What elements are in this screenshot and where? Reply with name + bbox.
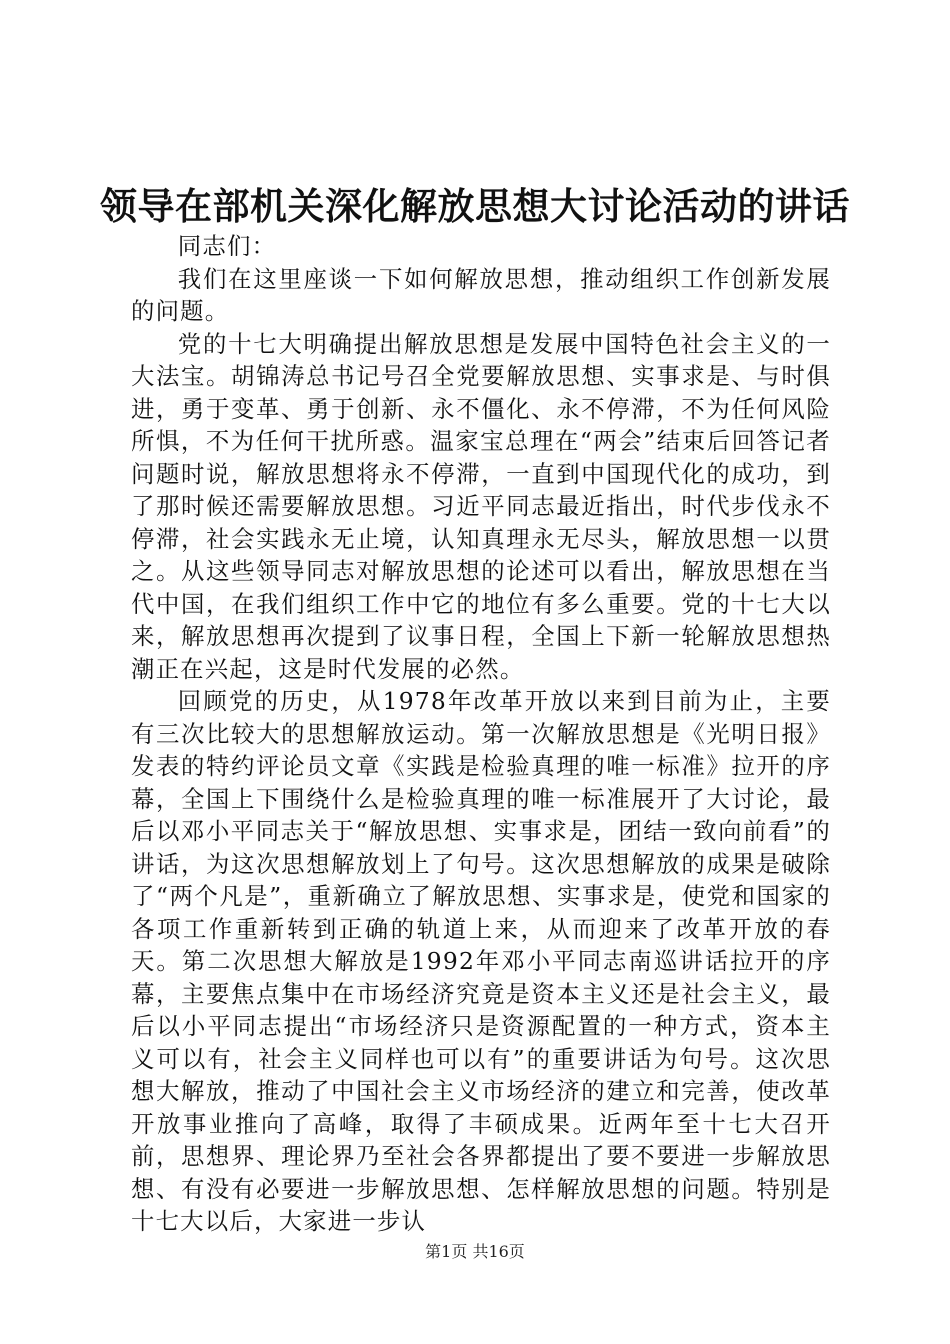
salutation: 同志们： xyxy=(177,232,277,260)
page-number-footer: 第1页 共16页 xyxy=(425,1242,525,1261)
paragraph: 回顾党的历史，从1978年改革开放以来到目前为止，主要有三次比较大的思想解放运动。第一次解放思想是《光明日报》发表的特约评论员文章《实践是检验真理的唯一标准》拉开的序幕，全国上下围绕什么是检验真理的唯一标准展开了大讨论，最后以邓小平同志关于“解放思想、实事求是，团结一致向前看”的讲话，为这次思想解放划上了句号。这次思想解放的成果是破除了“两个凡是”，重新确立了解放思想、实事求是，使党和国家的各项工作重新转到正确的轨道上来，从而迎来了改革开放的春天。第二次思想大解放是1992年邓小平同志南巡讲话拉开的序幕，主要焦点集中在市场经济究竟是资本主义还是社会主义，最后以小平同志提出“市场经济只是资源配置的一种方式，资本主义可以有，社会主义同样也可以有”的重要讲话为句号。这次思想大解放，推动了中国社会主义市场经济的建立和完善，使改革开放事业推向了高峰，取得了丰硕成果。近两年至十七大召开前，思想界、理论界乃至社会各界都提出了要不要进一步解放思想、有没有必要进一步解放思想、怎样解放思想的问题。特别是十七大以后，大家进一步认 xyxy=(131,687,831,1235)
paragraph: 党的十七大明确提出解放思想是发展中国特色社会主义的一大法宝。胡锦涛总书记号召全党要解放思想、实事求是、与时俱进，勇于变革、勇于创新、永不僵化、永不停滞，不为任何风险所惧，不为任何干扰所惑。温家宝总理在“两会”结束后回答记者问题时说，解放思想将永不停滞，一直到中国现代化的成功，到了那时候还需要解放思想。习近平同志最近指出，时代步伐永不停滞，社会实践永无止境，认知真理永无尽头，解放思想一以贯之。从这些领导同志对解放思想的论述可以看出，解放思想在当代中国，在我们组织工作中它的地位有多么重要。党的十七大以来，解放思想再次提到了议事日程，全国上下新一轮解放思想热潮正在兴起，这是时代发展的必然。 xyxy=(131,329,831,683)
paragraph: 我们在这里座谈一下如何解放思想，推动组织工作创新发展的问题。 xyxy=(131,264,831,325)
document-body xyxy=(131,230,831,1238)
document-title: 领导在部机关深化解放思想大讨论活动的讲话 xyxy=(100,185,850,228)
